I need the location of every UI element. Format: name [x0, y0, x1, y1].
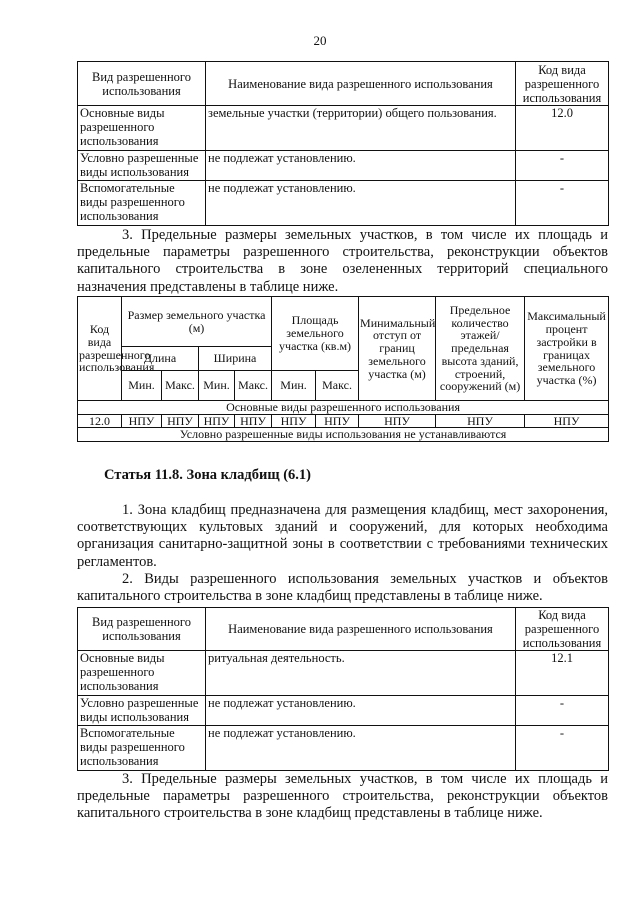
section-row-conditional: Условно разрешенные виды использования не устанавливаются	[78, 428, 609, 442]
table-cell: 12.1	[516, 651, 609, 696]
header-cell: Макс.	[316, 371, 359, 401]
table-cell: НПУ	[359, 414, 436, 428]
header-cell: Минимальный отступ от границ земельного участка (м)	[359, 297, 436, 401]
table-cell: не подлежат установлению.	[206, 696, 516, 726]
header-cell: Площадь земельного участка (кв.м)	[272, 297, 359, 371]
table-cell: не подлежат установлению.	[206, 151, 516, 181]
table-row	[78, 726, 609, 771]
table-cell: ритуальная деятельность.	[206, 651, 516, 696]
table-cell: Условно разрешенные виды использования	[78, 696, 206, 726]
table-cell: НПУ	[162, 414, 199, 428]
paragraph-limits-intro: 3. Предельные размеры земельных участков, в том числе их площадь и предельные параметры разрешенного строительства, реконструкции объектов капитального строительства в зоне озелененных территорий специального назначения представлены в таблице ниже.	[77, 227, 608, 295]
table-cell: Условно разрешенные виды использования	[78, 151, 206, 181]
table-cell: -	[516, 726, 609, 771]
header-cell: Мин.	[199, 371, 235, 401]
header-cell: Код вида разрешенного использования	[516, 608, 609, 651]
table-cell: земельные участки (территории) общего пользования.	[206, 106, 516, 151]
table-cell: -	[516, 151, 609, 181]
table-cell: НПУ	[525, 414, 609, 428]
table-header-row	[78, 608, 609, 651]
header-cell: Предельное количество этажей/ предельная высота зданий, строений, сооружений (м)	[436, 297, 525, 401]
header-cell: Размер земельного участка (м)	[122, 297, 272, 347]
table-row	[78, 181, 609, 226]
table-header-row	[78, 62, 609, 106]
table-cell: Вспомогательные виды разрешенного использования	[78, 181, 206, 226]
table-row	[78, 651, 609, 696]
table-cell: не подлежат установлению.	[206, 726, 516, 771]
header-cell: Вид разрешенного использования	[78, 62, 206, 106]
paragraph-limits-cemetery: 3. Предельные размеры земельных участков, в том числе их площадь и предельные параметры разрешенного строительства, реконструкции объектов капитального строительства в зоне кладбищ представлены в таблице ниже.	[77, 771, 608, 822]
table-row	[78, 414, 609, 428]
land-use-table-greenery	[77, 61, 609, 226]
table-cell: не подлежат установлению.	[206, 181, 516, 226]
table-cell: 12.0	[516, 106, 609, 151]
limits-table	[77, 296, 609, 442]
table-row	[78, 106, 609, 151]
table-cell: Основные виды разрешенного использования	[78, 651, 206, 696]
table-cell: НПУ	[272, 414, 316, 428]
header-cell: Наименование вида разрешенного использования	[206, 62, 516, 106]
table-cell: Вспомогательные виды разрешенного использования	[78, 726, 206, 771]
header-cell: Длина	[122, 347, 199, 371]
land-use-table-cemetery	[77, 607, 609, 771]
table-cell: -	[516, 696, 609, 726]
paragraph-zone-purpose: 1. Зона кладбищ предназначена для размещения кладбищ, мест захоронения, соответствующих культовых зданий и сооружений, для которых необходима организация санитарно-защитной зоны в соответствии с требованиями технических регламентов.	[77, 502, 608, 570]
header-cell: Мин.	[122, 371, 162, 401]
article-heading: Статья 11.8. Зона кладбищ (6.1)	[104, 467, 312, 483]
table-cell: НПУ	[122, 414, 162, 428]
header-cell: Мин.	[272, 371, 316, 401]
header-cell: Вид разрешенного использования	[78, 608, 206, 651]
table-cell: НПУ	[436, 414, 525, 428]
table-cell: 12.0	[78, 414, 122, 428]
table-row	[78, 696, 609, 726]
section-row-main: Основные виды разрешенного использования	[78, 401, 609, 415]
header-cell: Код вида разрешенного использования	[78, 297, 122, 401]
paragraph-land-use-intro: 2. Виды разрешенного использования земельных участков и объектов капитального строительства в зоне кладбищ представлены в таблице ниже.	[77, 571, 608, 605]
table-cell: НПУ	[199, 414, 235, 428]
header-cell: Макс.	[162, 371, 199, 401]
header-cell: Наименование вида разрешенного использования	[206, 608, 516, 651]
table-cell: Основные виды разрешенного использования	[78, 106, 206, 151]
table-cell: НПУ	[316, 414, 359, 428]
header-cell: Код вида разрешенного использования	[516, 62, 609, 106]
table-row	[78, 151, 609, 181]
table-cell: -	[516, 181, 609, 226]
header-cell: Максимальный процент застройки в границах земельного участка (%)	[525, 297, 609, 401]
page-number: 20	[313, 33, 327, 48]
header-cell: Ширина	[199, 347, 272, 371]
header-cell: Макс.	[235, 371, 272, 401]
table-cell: НПУ	[235, 414, 272, 428]
